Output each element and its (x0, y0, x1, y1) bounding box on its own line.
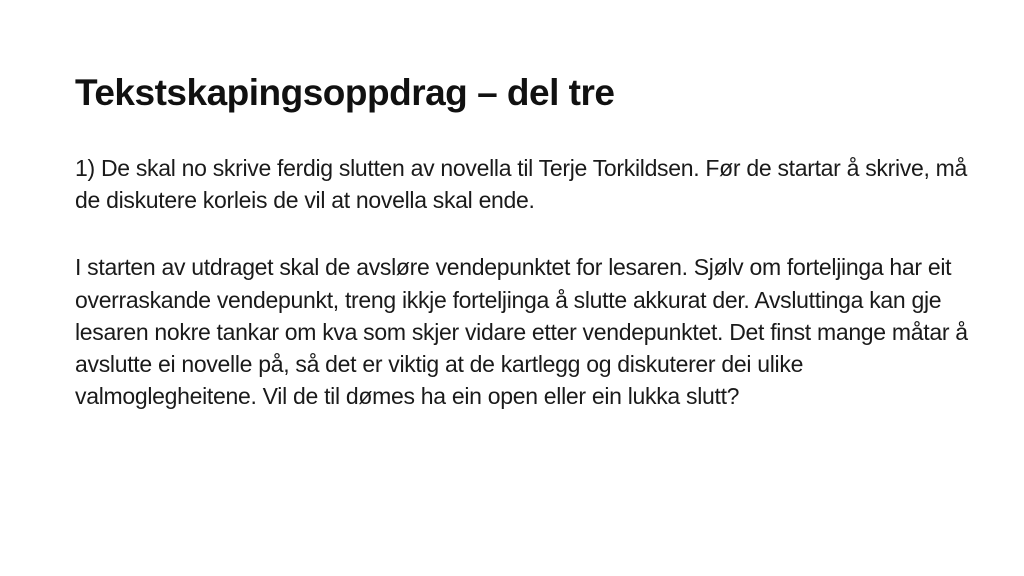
paragraph-instructions: I starten av utdraget skal de avsløre vendepunktet for lesaren. Sjølv om forteljinga har eit overraskande vendepunkt, treng ikkje forteljinga å slutte akkurat der. Avsluttinga kan gje lesaren nokre tankar om kva som skjer vidare etter vendepunktet. Det finst mange måtar å avslutte ei novelle på, så det er viktig at de kartlegg og diskuterer dei ulike valmoglegheitene. Vil de til dømes ha ein open eller ein lukka slutt? (75, 254, 968, 410)
paragraph-task: 1) De skal no skrive ferdig slutten av novella til Terje Torkildsen. Før de startar å skrive, må de diskutere korleis de vil at novella skal ende. (75, 155, 967, 214)
slide-body (75, 152, 975, 412)
slide-title: Tekstskapingsoppdrag – del tre (75, 72, 615, 113)
